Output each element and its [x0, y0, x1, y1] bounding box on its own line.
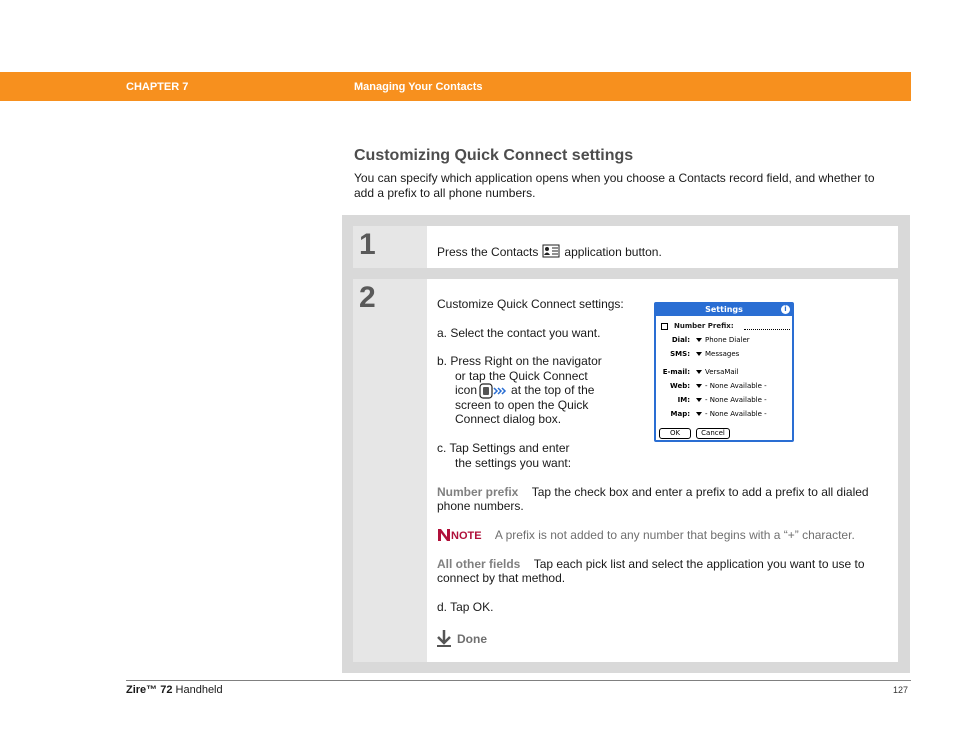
footer-product [126, 684, 223, 696]
step-2a: a. Select the contact you want. [437, 326, 601, 340]
other-fields-desc [437, 557, 865, 572]
im-row[interactable] [656, 394, 792, 406]
other-fields-text: Tap each pick list and select the application you want to use to [533, 557, 865, 571]
settings-dialog-screenshot [654, 302, 794, 442]
step-2b-line: b. Press Right on the navigator [437, 354, 602, 368]
step-number: 2 [359, 281, 376, 314]
contacts-icon [542, 244, 560, 262]
note-icon [437, 528, 451, 546]
ok-button[interactable]: OK [659, 428, 691, 439]
note [437, 528, 855, 546]
web-row[interactable] [656, 380, 792, 392]
page-number: 127 [893, 685, 909, 695]
other-fields-desc-line: connect by that method. [437, 571, 566, 585]
dropdown-arrow-icon[interactable] [696, 384, 702, 388]
sms-row[interactable] [656, 348, 792, 360]
row-value: - None Available - [705, 410, 767, 418]
dropdown-arrow-icon[interactable] [696, 412, 702, 416]
number-prefix-desc [437, 485, 869, 500]
row-label: IM: [677, 396, 690, 404]
step-2b-text: icon [455, 383, 478, 397]
step-2b-line: or tap the Quick Connect [455, 369, 588, 383]
note-label: NOTE [451, 530, 482, 542]
row-label: Map: [670, 410, 690, 418]
row-value: - None Available - [705, 382, 767, 390]
section-intro [354, 171, 910, 201]
map-row[interactable] [656, 408, 792, 420]
row-label: Web: [669, 382, 690, 390]
note-text: A prefix is not added to any number that begins with a “+” character. [494, 528, 855, 542]
done-label: Done [457, 632, 487, 646]
intro-line: You can specify which application opens when you choose a Contacts record field, and whether to [354, 171, 875, 185]
row-label: SMS: [670, 350, 690, 358]
row-value: Messages [705, 350, 740, 358]
step-2b-line: Connect dialog box. [455, 412, 562, 426]
chapter-label: CHAPTER 7 [126, 81, 189, 93]
step-2d: d. Tap OK. [437, 600, 494, 614]
step-2b-line: screen to open the Quick [455, 398, 589, 412]
dropdown-arrow-icon[interactable] [696, 352, 702, 356]
dialog-title: Settings [656, 304, 792, 316]
down-arrow-icon [437, 630, 451, 651]
footer-product-suffix: Handheld [172, 684, 223, 696]
step-number: 1 [359, 228, 376, 261]
step-number-column [353, 279, 427, 662]
footer-rule [126, 680, 911, 681]
dropdown-arrow-icon[interactable] [696, 370, 702, 374]
step-2-intro: Customize Quick Connect settings: [437, 297, 624, 311]
row-value: Phone Dialer [705, 336, 750, 344]
footer-product-name: Zire™ 72 [126, 684, 173, 696]
number-prefix-row [656, 320, 792, 332]
dial-row[interactable] [656, 334, 792, 346]
intro-line: add a prefix to all phone numbers. [354, 186, 536, 200]
step-2c-line: c. Tap Settings and enter [437, 441, 570, 455]
number-prefix-term: Number prefix [437, 485, 519, 499]
step-number-column [353, 226, 427, 268]
number-prefix-checkbox[interactable] [661, 323, 668, 330]
row-value: VersaMail [705, 368, 739, 376]
done-marker [437, 630, 487, 651]
number-prefix-field[interactable] [744, 329, 790, 330]
number-prefix-label: Number Prefix: [674, 322, 734, 330]
step-2b-text: at the top of the [511, 383, 595, 397]
dropdown-arrow-icon[interactable] [696, 338, 702, 342]
step-1-text-after: application button. [564, 245, 662, 259]
row-value: - None Available - [705, 396, 767, 404]
section-title: Customizing Quick Connect settings [354, 147, 634, 164]
number-prefix-text: Tap the check box and enter a prefix to add a prefix to all dialed [531, 485, 869, 499]
step-1-text-before: Press the Contacts [437, 245, 539, 259]
number-prefix-desc-line: phone numbers. [437, 499, 524, 513]
step-2 [353, 279, 898, 662]
step-2c-line: the settings you want: [455, 456, 572, 470]
step-1-text [437, 244, 662, 262]
email-row[interactable] [656, 366, 792, 378]
dropdown-arrow-icon[interactable] [696, 398, 702, 402]
row-label: Dial: [671, 336, 690, 344]
row-label: E-mail: [662, 368, 690, 376]
chapter-title: Managing Your Contacts [354, 81, 483, 93]
cancel-button[interactable]: Cancel [696, 428, 730, 439]
other-fields-term: All other fields [437, 557, 521, 571]
info-icon[interactable]: i [781, 305, 790, 314]
